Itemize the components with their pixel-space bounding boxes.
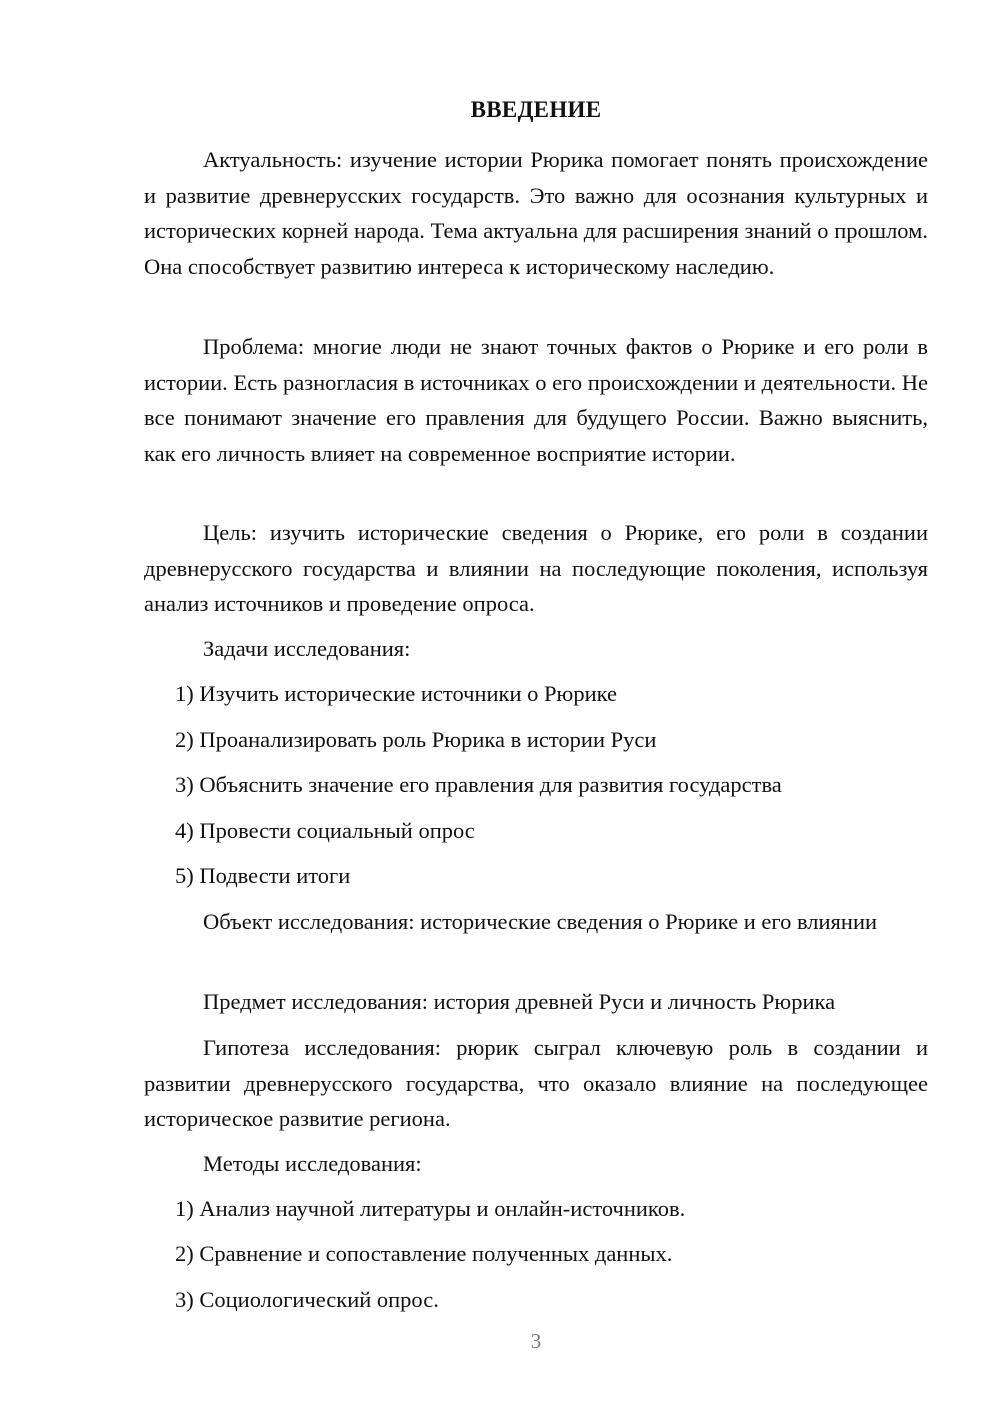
task-item: 2) Проанализировать роль Рюрика в истории Руси <box>175 727 657 752</box>
task-item: 5) Подвести итоги <box>175 863 351 888</box>
object-paragraph: Объект исследования: исторические сведения о Рюрике и его влиянии <box>203 909 878 934</box>
relevance-paragraph: Актуальность: изучение истории Рюрика помогает понять происхождение и развитие древнерусских государств. Это важно для осознания культурных и исторических корней народа. Тема актуальна для расширения знаний о прошлом. Она способствует развитию интереса к историческому наследию. <box>144 147 928 279</box>
hypothesis-paragraph: Гипотеза исследования: рюрик сыграл ключевую роль в создании и развитии древнерусского государства, что оказало влияние на последующее историческое развитие региона. <box>144 1035 928 1131</box>
task-item: 1) Изучить исторические источники о Рюрике <box>175 681 617 706</box>
task-item: 4) Провести социальный опрос <box>175 818 475 843</box>
page-number: 3 <box>530 1329 542 1353</box>
method-item: 2) Сравнение и сопоставление полученных данных. <box>175 1241 673 1266</box>
problem-paragraph: Проблема: многие люди не знают точных фактов о Рюрике и его роли в истории. Есть разногласия в источниках о его происхождении и деятельности. Не все понимают значение его правления для будущего России. Важно выяснить, как его личность влияет на современное восприятие истории. <box>144 334 928 466</box>
tasks-heading: Задачи исследования: <box>203 636 411 661</box>
method-item: 1) Анализ научной литературы и онлайн-источников. <box>175 1196 686 1221</box>
task-item: 3) Объяснить значение его правления для развития государства <box>175 772 782 797</box>
methods-heading: Методы исследования: <box>203 1151 422 1176</box>
document-page <box>144 0 928 1414</box>
method-item: 3) Социологический опрос. <box>175 1287 439 1312</box>
goal-paragraph: Цель: изучить исторические сведения о Рюрике, его роли в создании древнерусского государства и влиянии на последующие поколения, используя анализ источников и проведение опроса. <box>144 520 928 616</box>
subject-paragraph: Предмет исследования: история древней Руси и личность Рюрика <box>203 989 836 1014</box>
section-title: ВВЕДЕНИЕ <box>470 97 602 122</box>
